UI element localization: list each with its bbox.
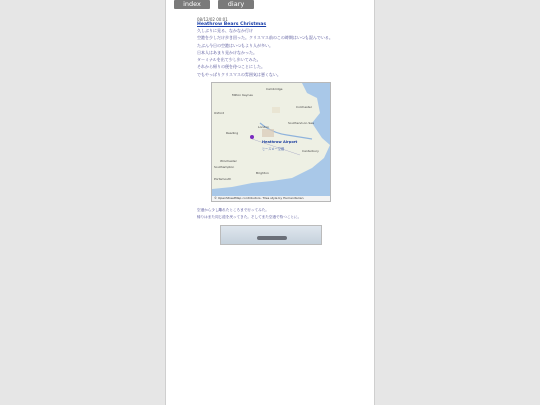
entry-paragraph: たぶん今日の空港はいつもより人が多い。 [197, 42, 273, 48]
page-container [165, 0, 375, 405]
entry-paragraph: でもやっぱりクリスマスの雰囲気は悪くない。 [197, 71, 281, 77]
entry-paragraph: 久しぶりに見る、なかなか行け [197, 28, 253, 33]
entry-paragraph: 空港を少しだけ歩き回った。クリスマス前のこの時期はいつも混んでいる。 [197, 35, 333, 41]
airplane-photo[interactable] [220, 225, 322, 245]
map-label-london: London [258, 125, 269, 130]
map-airport-label: Heathrow Airport [262, 140, 298, 145]
map-label-southend: Southend-on-Sea [288, 121, 314, 126]
entry-date: 08/12/02 00:01 [197, 17, 228, 22]
map-label-winchester: Winchester [220, 159, 237, 164]
entry-paragraph: 帰りはまた同じ道を戻ってきた。そしてまた空港で待つことに。 [197, 215, 302, 220]
map-label-reading: Reading [226, 131, 239, 136]
map-label-colchester: Colchester [296, 105, 312, 110]
map-label-oxford: Oxford [214, 111, 225, 116]
entry-paragraph: 空港から少し離れたところまで行ってみた。 [197, 208, 269, 213]
diary-index-button[interactable]: diary index [218, 0, 254, 9]
map-label-milton-keynes: Milton Keynes [232, 93, 253, 98]
diary-entry [197, 17, 345, 245]
entry-paragraph: それから帰りの便を待つことにした。 [197, 64, 265, 70]
map-label-southampton: Southampton [214, 165, 235, 170]
entry-title-link[interactable]: Heathrow Bears Christmas [197, 22, 267, 27]
location-map[interactable] [211, 82, 331, 202]
map-label-brighton: Brighton [256, 171, 269, 176]
map-label-cambridge: Cambridge [266, 87, 283, 92]
map-label-portsmouth: Portsmouth [214, 177, 232, 182]
airplane-icon [257, 236, 287, 240]
map-label-canterbury: Canterbury [302, 149, 319, 154]
entry-paragraph: 日本人はあまり見かけなかった。 [197, 49, 257, 55]
entry-paragraph: ターミナルを出て少し歩いてみた。 [197, 57, 261, 63]
map-attribution[interactable]: © OpenStreetMap contributors. Tiles style by Humanitarian [212, 196, 330, 201]
index-button[interactable]: index [174, 0, 210, 9]
map-airport-label-jp: ヒースロー空港 [262, 147, 285, 152]
